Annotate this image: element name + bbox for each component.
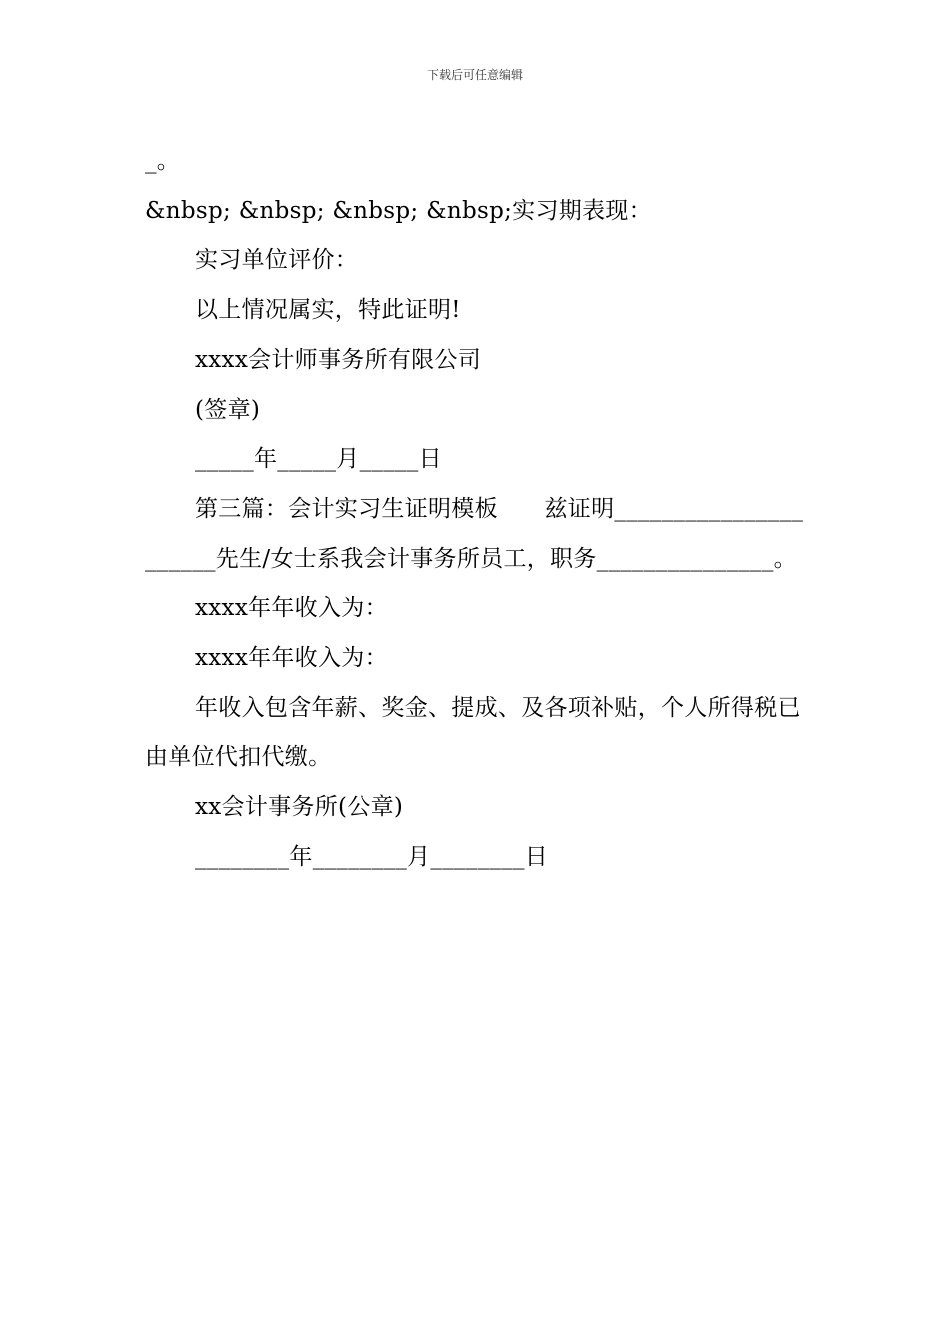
paragraph-firm-seal: xx会计事务所(公章) (195, 794, 404, 821)
paragraph-template-title: 第三篇：会计实习生证明模板 兹证明______________________先生/女士系我会计事务所员工，职务_______________。 (145, 495, 804, 572)
paragraph-internship-performance: &nbsp; &nbsp; &nbsp; &nbsp;实习期表现： (145, 197, 652, 224)
paragraph-annual-income-1: xxxx年年收入为： (195, 595, 388, 622)
paragraph-annual-income-2: xxxx年年收入为： (195, 645, 388, 672)
page-header: 下载后可任意编辑 (426, 68, 523, 82)
paragraph-unit-evaluation: 实习单位评价： (195, 247, 359, 274)
document-body (145, 137, 807, 883)
paragraph-tail: _。 (145, 148, 181, 174)
paragraph-date-blank: _____年_____月_____日 (195, 446, 442, 473)
paragraph-company-name: xxxx会计师事务所有限公司 (195, 346, 482, 373)
paragraph-certification: 以上情况属实，特此证明! (195, 297, 461, 324)
paragraph-date-line: ________年________月________日 (195, 843, 549, 870)
paragraph-signature: (签章) (195, 396, 261, 423)
paragraph-income-details: 年收入包含年薪、奖金、提成、及各项补贴，个人所得税已由单位代扣代缴。 (145, 694, 801, 771)
